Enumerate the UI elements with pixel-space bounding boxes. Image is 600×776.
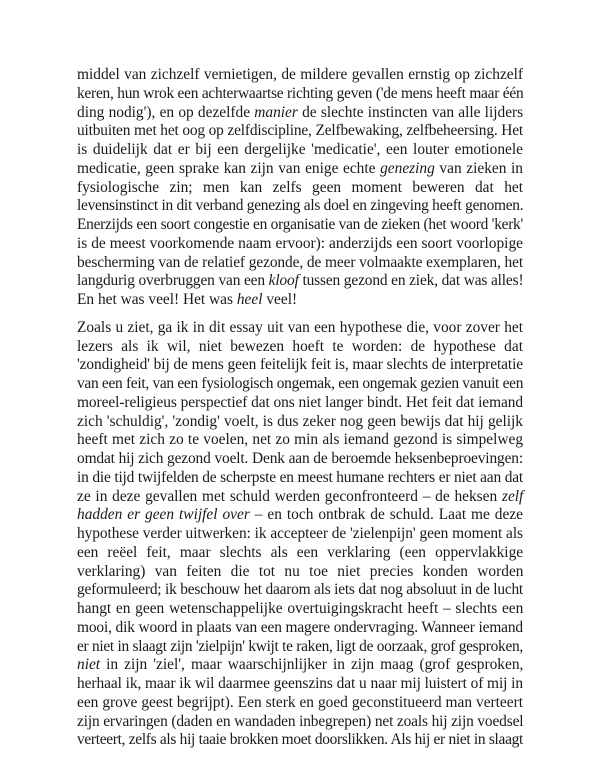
text-line <box>77 506 523 525</box>
text-line <box>77 525 523 544</box>
italic-text: zelf <box>501 487 524 505</box>
document-page <box>77 66 523 750</box>
text-line <box>77 619 523 638</box>
text-run: bescherming van de relatief gezonde, de meer volmaakte exemplaren, het <box>77 253 523 271</box>
text-line <box>77 197 523 216</box>
text-run: een grove geest begrijpt). Een sterk en goed geconstitueerd man verteert <box>77 693 523 711</box>
text-line <box>77 356 523 375</box>
text-line <box>77 272 523 291</box>
text-run: En het was veel! Het was <box>77 291 237 308</box>
text-run: zich 'schuldig', 'zondig' voelt, is dus zeker nog geen bewijs dat hij gelijk <box>77 412 523 430</box>
text-run: ze in deze gevallen met schuld werden geconfronteerd – de heksen <box>77 487 502 505</box>
text-line <box>77 450 523 469</box>
text-line <box>77 694 523 713</box>
italic-text: niet <box>77 656 101 674</box>
text-run: 'zondigheid' bij de mens geen feitelijk feit is, maar slechts de interpretatie <box>77 356 523 374</box>
text-line <box>77 85 523 104</box>
text-line <box>77 469 523 488</box>
text-run: heeft met zich zo te voelen, net zo min als iemand gezond is simpelweg <box>77 431 524 449</box>
text-run: tussen gezond en ziek, dat was alles! <box>298 272 524 290</box>
text-line <box>77 394 523 413</box>
text-line <box>77 656 523 675</box>
text-line <box>77 713 523 732</box>
text-run: hangt en geen wetenschappelijke overtuigingskracht heeft – slechts een <box>77 600 524 617</box>
text-run: lezers als ik wil, niet bewezen hoeft te worden: de hypothese dat <box>77 337 523 355</box>
text-line <box>77 488 523 507</box>
text-run: in die tijd twijfelden de scherpste en meest humane rechters er niet aan dat <box>77 468 523 486</box>
italic-text: heel <box>236 291 263 308</box>
text-line <box>77 160 523 179</box>
text-run: middel van zichzelf vernietigen, de mildere gevallen ernstig op zichzelf <box>77 66 524 83</box>
text-run: er niet in slaagt zijn 'zielpijn' kwijt te raken, ligt de oorzaak, grof gesproken, <box>77 637 523 655</box>
text-line <box>77 600 523 619</box>
text-run: van zieken in <box>434 159 523 177</box>
body-paragraph <box>77 319 523 750</box>
text-run: medicatie, geen sprake kan zijn van enige echte <box>77 159 381 177</box>
text-run: herhaal ik, maar ik wil daarmee geenszins dat u naar mij luistert of mij in <box>77 675 523 692</box>
text-line <box>77 291 523 310</box>
text-run: de slechte instincten van alle lijders <box>297 103 524 121</box>
italic-text: manier <box>254 103 298 121</box>
text-run: Enerzijds een soort congestie en organisatie van de zieken (het woord 'kerk' <box>77 216 523 233</box>
text-run: van een feit, van een fysiologisch ongemak, een ongemak gezien vanuit een <box>77 375 524 392</box>
text-run: keren, hun wrok een achterwaartse richting geven ('de mens heeft maar één <box>77 84 524 102</box>
text-line <box>77 563 523 582</box>
italic-text: hadden er geen twijfel over <box>77 506 250 524</box>
text-line <box>77 66 523 85</box>
text-run: een reëel feit, maar slechts als een verklaring (een oppervlakkige <box>77 543 524 561</box>
text-line <box>77 104 523 123</box>
text-run: Zoals u ziet, ga ik in dit essay uit van een hypothese die, voor zover het <box>77 318 523 336</box>
text-line <box>77 319 523 338</box>
text-run: moreel-religieus perspectief dat ons niet langer bindt. Het feit dat iemand <box>77 393 523 411</box>
text-line <box>77 179 523 198</box>
text-run: geformuleerd; ik beschouw het daarom als iets dat nog absoluut in de lucht <box>77 581 523 599</box>
text-line <box>77 235 523 254</box>
text-line <box>77 581 523 600</box>
text-line <box>77 254 523 273</box>
text-run: verteert, zelfs als hij taaie brokken moet doorslikken. Als hij er niet in slaagt <box>77 731 523 749</box>
italic-text: genezing <box>380 159 435 177</box>
text-run: hypothese verder uitwerken: ik accepteer de 'zielenpijn' geen moment als <box>77 525 523 542</box>
text-line <box>77 675 523 694</box>
text-line <box>77 375 523 394</box>
text-run: mooi, dik woord in plaats van een magere ondervraging. Wanneer iemand <box>77 618 523 636</box>
text-run: veel! <box>262 291 298 308</box>
text-line <box>77 122 523 141</box>
text-run: langdurig overbruggen van een <box>77 272 269 290</box>
text-line <box>77 544 523 563</box>
text-run: – en toch ontbrak de schuld. Laat me deze <box>249 506 523 524</box>
text-run: is de meest voorkomende naam ervoor): anderzijds een soort voorlopige <box>77 234 523 252</box>
text-line <box>77 141 523 160</box>
text-run: uitbuiten met het oog op zelfdiscipline, Zelfbewaking, zelfbeheersing. Het <box>77 122 523 140</box>
text-run: in zijn 'ziel', maar waarschijnlijker in zijn maag (grof gesproken, <box>100 656 524 674</box>
italic-text: kloof <box>268 272 299 290</box>
text-run: zijn ervaringen (daden en wandaden inbegrepen) net zoals hij zijn voedsel <box>77 712 524 730</box>
text-line <box>77 638 523 657</box>
text-run: levensinstinct in dit verband genezing als doel en zingeving heeft genomen. <box>77 197 524 215</box>
text-run: omdat hij zich gezond voelt. Denk aan de beroemde heksenbeproevingen: <box>77 450 523 467</box>
text-run: is duidelijk dat er bij een dergelijke 'medicatie', een louter emotionele <box>77 141 523 158</box>
text-run: verklaring) van feiten die tot nu toe niet precies konden worden <box>77 562 524 580</box>
text-line <box>77 413 523 432</box>
text-run: ding nodig'), en op dezelfde <box>77 103 255 121</box>
text-run: fysiologische zin; men kan zelfs geen moment beweren dat het <box>77 178 523 196</box>
text-line <box>77 216 523 235</box>
text-line <box>77 338 523 357</box>
body-paragraph <box>77 66 523 310</box>
text-line <box>77 431 523 450</box>
text-line <box>77 731 523 750</box>
